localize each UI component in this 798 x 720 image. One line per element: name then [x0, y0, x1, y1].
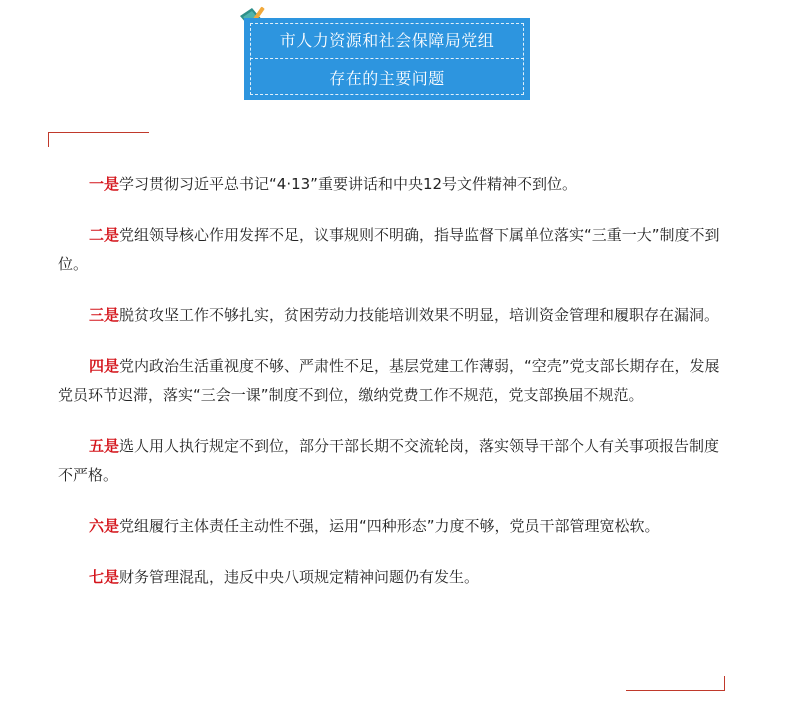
- banner-title-line1: 市人力资源和社会保障局党组: [279, 31, 495, 50]
- item-text: 脱贫攻坚工作不够扎实，贫困劳动力技能培训效果不明显，培训资金管理和履职存在漏洞。: [119, 306, 720, 324]
- problem-item-2: [58, 221, 722, 279]
- item-text: 党内政治生活重视度不够、严肃性不足，基层党建工作薄弱，“空壳”党支部长期存在，发展党员环节迟滞，落实“三会一课”制度不到位，缴纳党费工作不规范，党支部换届不规范。: [58, 357, 720, 404]
- item-number: 二是: [89, 226, 120, 244]
- problem-item-7: [58, 563, 722, 592]
- item-text: 财务管理混乱，违反中央八项规定精神问题仍有发生。: [119, 568, 480, 586]
- problem-item-3: [58, 301, 722, 330]
- item-text: 选人用人执行规定不到位，部分干部长期不交流轮岗，落实领导干部个人有关事项报告制度不严格。: [58, 437, 720, 484]
- banner-divider: [250, 58, 524, 59]
- item-number: 五是: [89, 437, 120, 455]
- corner-bracket-bottom-right: [626, 676, 725, 691]
- problem-item-4: [58, 352, 722, 410]
- item-number: 四是: [89, 357, 120, 375]
- corner-bracket-top-left: [48, 132, 149, 147]
- item-number: 六是: [89, 517, 120, 535]
- item-text: 学习贯彻习近平总书记“4·13”重要讲话和中央12号文件精神不到位。: [119, 175, 578, 193]
- title-banner: [244, 18, 530, 100]
- problem-list: [58, 170, 722, 614]
- item-number: 三是: [89, 306, 120, 324]
- problem-item-1: [58, 170, 722, 199]
- item-text: 党组履行主体责任主动性不强，运用“四种形态”力度不够，党员干部管理宽松软。: [119, 517, 660, 535]
- problem-item-6: [58, 512, 722, 541]
- banner-title-line2: 存在的主要问题: [329, 69, 445, 88]
- item-text: 党组领导核心作用发挥不足，议事规则不明确，指导监督下属单位落实“三重一大”制度不到位。: [58, 226, 720, 273]
- item-number: 一是: [89, 175, 120, 193]
- item-number: 七是: [89, 568, 120, 586]
- problem-item-5: [58, 432, 722, 490]
